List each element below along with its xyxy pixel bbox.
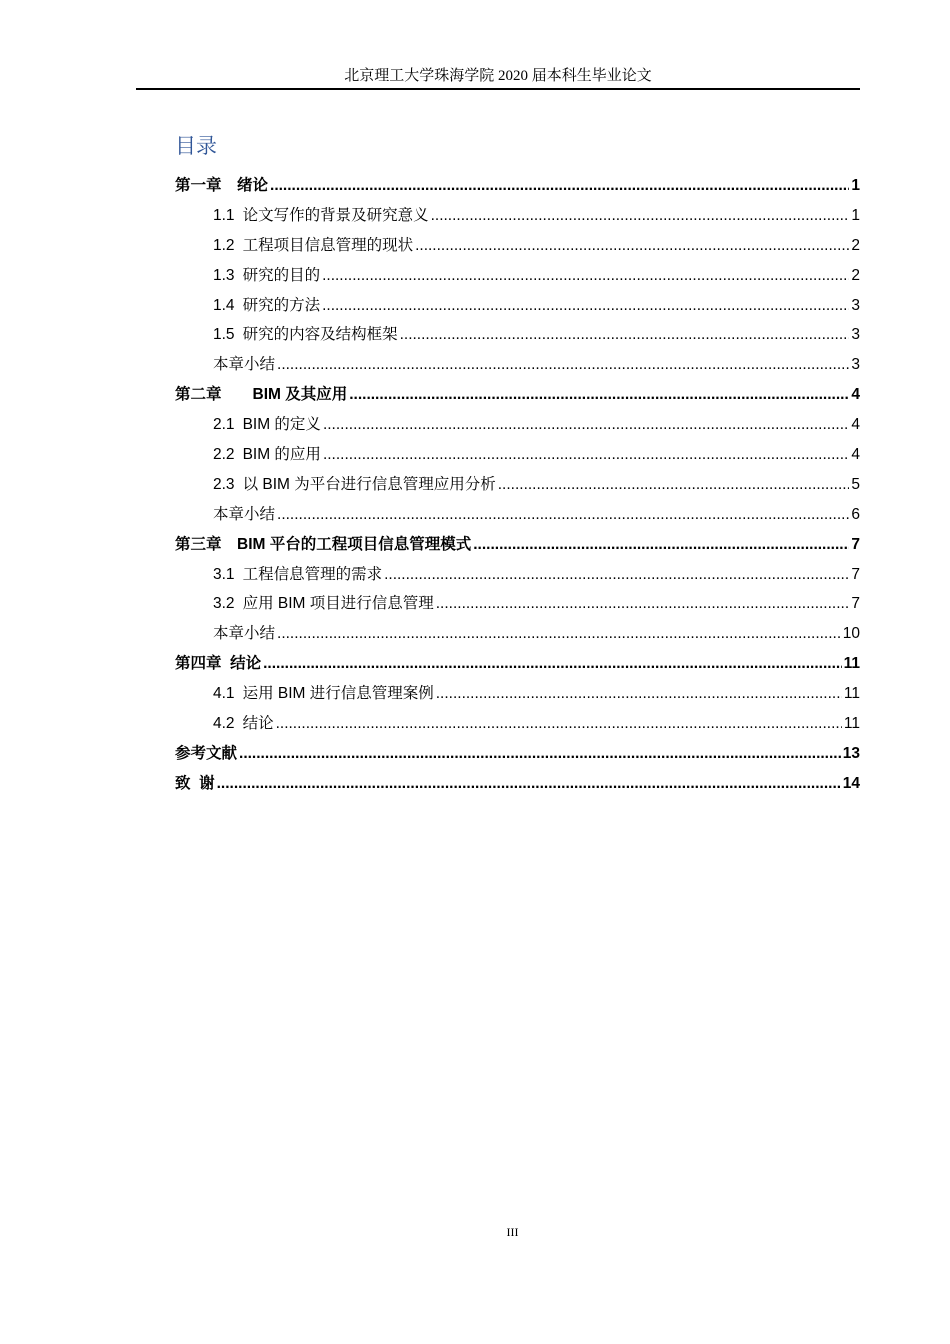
toc-entry-page: 4 [851,446,860,464]
toc-entry-page: 3 [851,296,860,314]
toc-dot-leader [322,261,849,291]
toc-entry-label: 第一章 绪论 [175,177,269,194]
toc-section-entry[interactable] [175,560,860,590]
toc-entry-label: 参考文献 [175,744,238,762]
toc-section-entry[interactable] [175,709,860,739]
toc-dot-leader [270,171,849,201]
toc-dot-leader [473,530,849,560]
toc-entry-label: 以 BIM 为平台进行信息管理应用分析 [242,475,496,493]
toc-entry-number: 1.4 [213,296,235,314]
toc-entry-page: 5 [851,475,860,493]
toc-entry-page: 11 [843,715,860,733]
toc-section-entry[interactable] [175,261,860,291]
toc-dot-leader [239,739,841,769]
toc-section-entry[interactable] [175,679,860,709]
toc-entry-label: 第三章 BIM 平台的工程项目信息管理模式 [175,535,472,553]
toc-entry-label: 研究的内容及结构框架 [242,326,398,344]
toc-section-entry[interactable] [175,470,860,500]
toc-dot-leader [217,769,841,799]
toc-entry-number: 2.1 [213,416,235,434]
toc-entry-number: 4.1 [213,685,235,703]
toc-dot-leader [322,291,849,321]
toc-dot-leader [349,380,849,410]
toc-entry-number: 4.2 [213,715,235,733]
toc-entry-number: 1.3 [213,266,235,284]
toc-entry-label: 本章小结 [213,505,276,523]
toc-entry-label: 应用 BIM 项目进行信息管理 [242,595,434,613]
toc-entry-page: 1 [851,177,860,194]
toc-entry-label: BIM 的定义 [242,416,321,434]
toc-section-entry[interactable] [175,291,860,321]
toc-chapter-entry[interactable] [175,769,860,799]
toc-entry-label: 本章小结 [213,625,276,643]
running-header: 北京理工大学珠海学院 2020 届本科生毕业论文 [344,68,652,84]
toc-section-entry[interactable] [175,619,860,649]
toc-entry-label: 工程信息管理的需求 [242,565,383,583]
toc-entry-page: 7 [851,565,860,583]
toc-section-entry[interactable] [175,589,860,619]
toc-entry-label: 研究的目的 [242,266,321,284]
toc-entry-label: 结论 [242,715,274,733]
toc-entry-page: 2 [851,236,860,254]
toc-entry-label: 致 谢 [175,774,215,792]
toc-section-entry[interactable] [175,201,860,231]
toc-entry-number: 1.2 [213,236,235,254]
toc-dot-leader [276,709,842,739]
toc-entry-number: 1.1 [213,206,235,224]
toc-dot-leader [277,500,849,530]
toc-section-entry[interactable] [175,410,860,440]
toc-entry-label: 本章小结 [213,356,276,374]
toc-entry-page: 4 [851,416,860,434]
toc-dot-leader [263,649,841,679]
toc-entry-page: 4 [851,386,860,404]
toc-entry-page: 2 [851,266,860,284]
toc-section-entry[interactable] [175,440,860,470]
toc-dot-leader [323,410,849,440]
toc-dot-leader [436,589,850,619]
toc-chapter-entry[interactable] [175,530,860,560]
toc-entry-label: 论文写作的背景及研究意义 [242,206,429,224]
toc-section-entry[interactable] [175,231,860,261]
header-divider [136,88,860,90]
toc-entry-page: 3 [851,356,860,374]
toc-entry-page: 3 [851,326,860,344]
toc-entry-label: 第四章 结论 [175,655,262,673]
toc-entry-label: BIM 的应用 [242,446,321,464]
toc-entry-label: 运用 BIM 进行信息管理案例 [242,685,434,703]
toc-dot-leader [498,470,850,500]
toc-entry-number: 3.1 [213,565,235,583]
toc-entry-page: 11 [843,655,860,673]
toc-entry-page: 6 [851,505,860,523]
page-number: III [506,1225,519,1239]
toc-entry-page: 7 [851,535,860,553]
toc-section-entry[interactable] [175,500,860,530]
toc-entry-page: 11 [843,685,860,703]
table-of-contents [175,171,860,799]
toc-dot-leader [400,320,850,350]
toc-entry-number: 1.5 [213,326,235,344]
toc-dot-leader [384,560,849,590]
toc-section-entry[interactable] [175,320,860,350]
toc-entry-page: 7 [851,595,860,613]
toc-entry-number: 2.2 [213,446,235,464]
toc-entry-page: 13 [842,744,860,762]
toc-entry-page: 10 [842,625,860,643]
toc-chapter-entry[interactable] [175,171,860,201]
toc-entry-page: 1 [851,206,860,224]
toc-entry-number: 2.3 [213,475,235,493]
toc-entry-number: 3.2 [213,595,235,613]
toc-chapter-entry[interactable] [175,649,860,679]
toc-dot-leader [436,679,842,709]
toc-dot-leader [323,440,849,470]
toc-entry-label: 第二章 BIM 及其应用 [175,386,348,404]
toc-chapter-entry[interactable] [175,739,860,769]
toc-entry-label: 工程项目信息管理的现状 [242,236,414,254]
toc-chapter-entry[interactable] [175,380,860,410]
toc-dot-leader [277,619,841,649]
toc-title: 目录 [175,135,217,158]
toc-entry-label: 研究的方法 [242,296,321,314]
toc-dot-leader [431,201,850,231]
toc-dot-leader [415,231,849,261]
toc-dot-leader [277,350,849,380]
toc-entry-page: 14 [842,774,860,792]
toc-section-entry[interactable] [175,350,860,380]
